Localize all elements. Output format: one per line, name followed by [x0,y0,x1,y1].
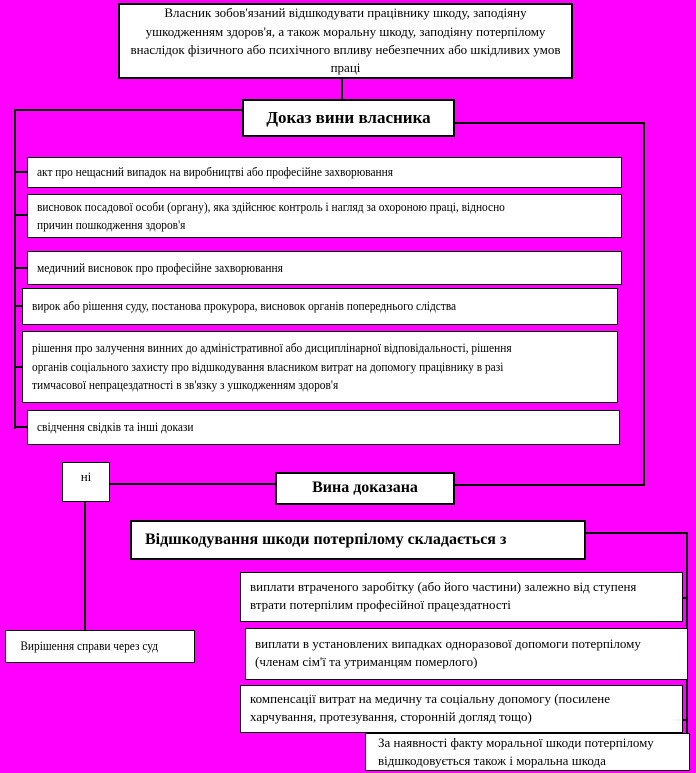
evidence-item-text: акт про нещасний випадок на виробництві або професійне захворювання [37,164,393,180]
evidence-item-text: свідчення свідків та інші докази [37,419,194,435]
compensation-item-text: За наявності факту моральної шкоди потерпілому відшкодовується також і моральна шкода [378,734,654,768]
guilt-proven-title: Вина доказана [312,479,418,497]
connector-right-to-guilt [455,484,645,486]
proof-of-guilt-title: Доказ вини власника [266,107,431,127]
connector-right-trunk [643,122,645,486]
court-resolution-box [5,630,195,663]
evidence-item-text: вирок або рішення суду, постанова прокурора, висновок органів попереднього слідства [32,298,457,314]
compensation-item-medical-social [240,685,683,733]
evidence-item-court-verdict [22,288,618,325]
proof-of-guilt-header [242,99,455,137]
evidence-item-witness-testimony [27,410,620,445]
connector-stub-item5 [14,366,22,368]
connector-right-top [455,122,645,124]
no-branch-label: ні [80,469,92,484]
connector-left-trunk [14,109,16,429]
owner-obligation-box [118,3,573,79]
compensation-item-lump-sum [245,628,688,680]
compensation-item-text: виплати в установлених випадках одноразової допомоги потерпілому (членам сім'ї та утриманцям померлого) [255,636,641,670]
compensation-item-moral-damage [365,733,690,771]
compensation-header [130,520,586,560]
evidence-item-accident-act [27,157,622,188]
evidence-item-medical-conclusion [27,251,622,285]
compensation-title: Відшкодування шкоди потерпілому складається з [145,530,507,548]
connector-stub-item1 [14,171,27,173]
connector-comp-top [586,532,688,534]
evidence-item-official-conclusion [27,194,622,238]
evidence-item-text: медичний висновок про професійне захворювання [37,259,283,275]
connector-no-to-guilt [110,483,275,485]
court-resolution-text: Вирішення справи через суд [20,638,159,654]
connector-topbox-to-proof [341,78,343,100]
connector-left-top [14,109,242,111]
connector-stub-item6 [14,426,27,428]
evidence-item-liability-decision [22,331,618,403]
evidence-item-text: висновок посадової особи (органу), яка здійснює контроль і нагляд за охороною праці, відносно причин пошкодження здоров'я [37,198,505,232]
compensation-item-text: компенсації витрат на медичну та соціальну допомогу (посилене харчування, протезування, сторонній догляд тощо) [250,691,611,725]
connector-stub-item2 [14,214,27,216]
evidence-item-text: рішення про залучення винних до адміністративної або дисциплінарної відповідальності, рішення органів соціального захисту про відшкодування власником витрат на допомогу працівнику в разі тимчасової непрацездатності в зв'язку з ушкодженням здоров'я [32,340,512,393]
compensation-item-lost-earnings [240,572,683,622]
connector-stub-item4 [14,305,22,307]
owner-obligation-text: Власник зобов'язаний відшкодувати працівнику шкоду, заподіяну ушкодженням здоров'я, а також моральну шкоду, заподіяну потерпілому внаслідок фізичного або психічного впливу небезпечних або шкідливих умов праці [130,5,561,76]
compensation-item-text: виплати втраченого заробітку (або його частини) залежно від ступеня втрати потерпілим професійної працездатності [250,579,637,613]
connector-no-to-court [84,501,86,630]
guilt-proven-box [275,472,455,505]
connector-stub-item3 [14,267,27,269]
no-branch-box [62,462,110,502]
